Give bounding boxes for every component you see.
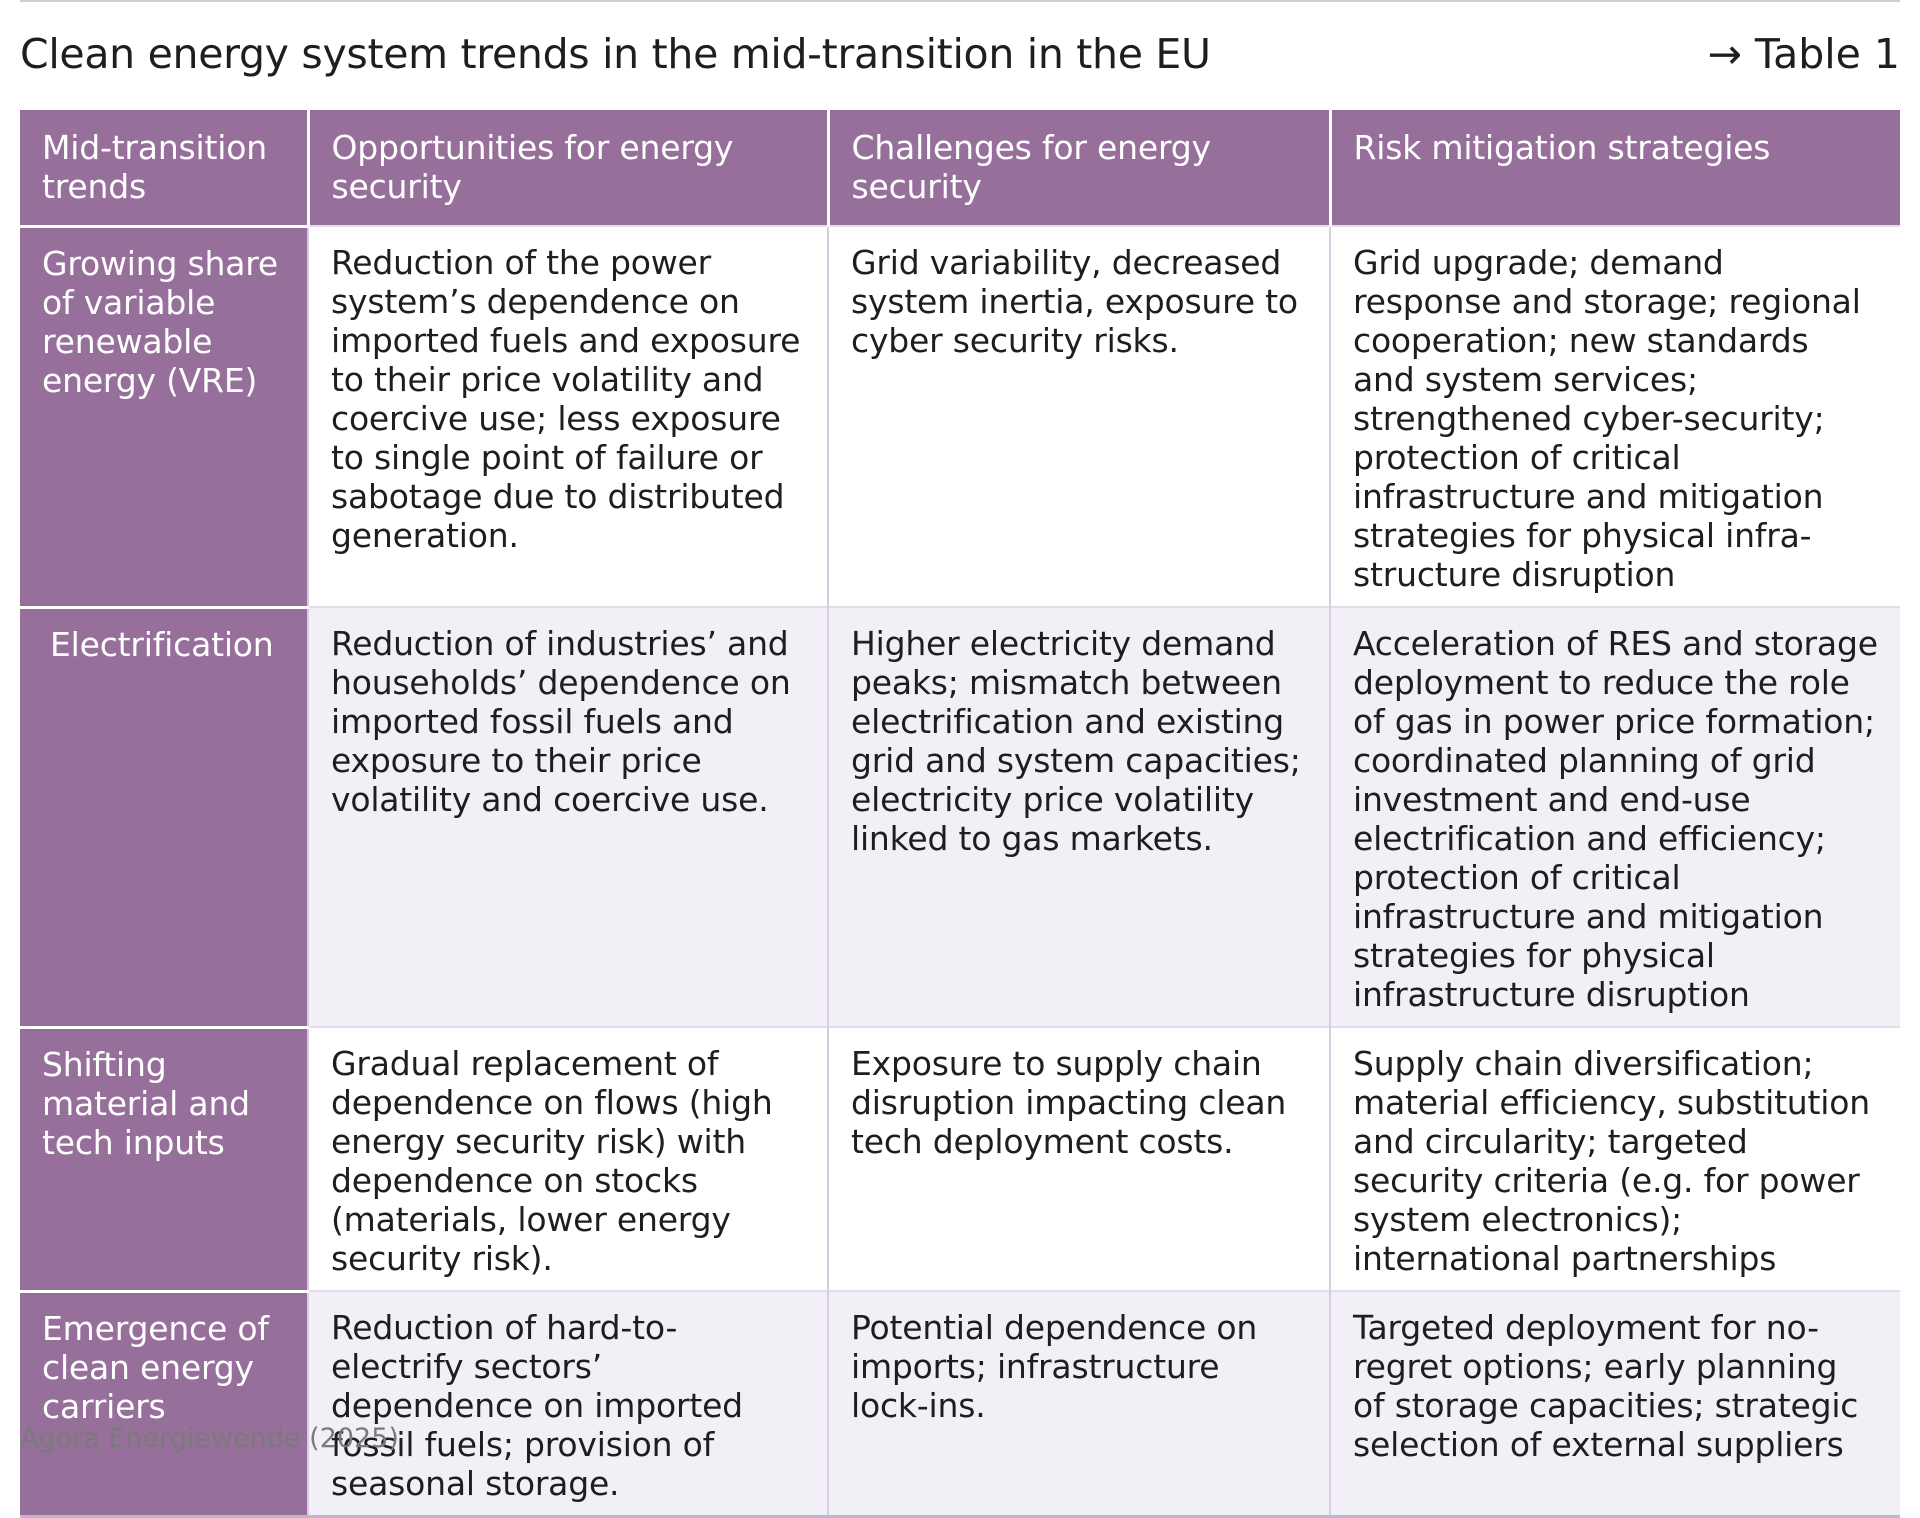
table-header-row (20, 110, 1900, 226)
row-header-trend: Growing share of variable renewable energy (VRE) (20, 226, 308, 607)
row-header-trend: Shifting material and tech inputs (20, 1027, 308, 1291)
cell-mitigation: Targeted deployment for no-regret options; early planning of storage capacities; strategic selection of external suppliers (1330, 1291, 1900, 1517)
column-header-mitigation: Risk mitigation strategies (1330, 110, 1900, 226)
source-note: Agora Energiewende (2025) (20, 1423, 399, 1454)
cell-mitigation: Grid upgrade; demand response and storage; regional cooperation; new standards and system services; strengthened cyber-security; protection of critical infrastructure and mitigation strategies for physical infra-structure disruption (1330, 226, 1900, 607)
row-header-trend: Emergence of clean energy carriers (20, 1291, 308, 1517)
cell-challenges: Higher electricity demand peaks; mismatch between electrification and existing grid and system capacities; electricity price volatility linked to gas markets. (828, 607, 1330, 1027)
cell-opportunities: Reduction of the power system’s dependence on imported fuels and exposure to their price volatility and coercive use; less exposure to single point of failure or sabotage due to distributed generation. (308, 226, 828, 607)
column-header-opportunities: Opportunities for energy security (308, 110, 828, 226)
title-row (20, 26, 1900, 82)
cell-challenges: Grid variability, decreased system inertia, exposure to cyber security risks. (828, 226, 1330, 607)
cell-challenges: Potential dependence on imports; infrastructure lock-ins. (828, 1291, 1330, 1517)
top-rule (20, 0, 1900, 2)
table-row (20, 1291, 1900, 1517)
column-header-challenges: Challenges for energy security (828, 110, 1330, 226)
table-row (20, 1027, 1900, 1291)
cell-mitigation: Supply chain diversification; material efficiency, substitution and circularity; targeted security criteria (e.g. for power system electronics); international partnerships (1330, 1027, 1900, 1291)
cell-opportunities: Reduction of hard-to-electrify sectors’ dependence on imported fossil fuels; provision of seasonal storage. (308, 1291, 828, 1517)
table-row (20, 607, 1900, 1027)
cell-challenges: Exposure to supply chain disruption impacting clean tech deployment costs. (828, 1027, 1330, 1291)
cell-mitigation: Acceleration of RES and storage deployment to reduce the role of gas in power price formation; coordinated planning of grid investment and end-use electrification and efficiency; protection of critical infrastructure and mitigation strategies for physical infrastructure disruption (1330, 607, 1900, 1027)
cell-opportunities: Reduction of industries’ and households’ dependence on imported fossil fuels and exposure to their price volatility and coercive use. (308, 607, 828, 1027)
table-row (20, 226, 1900, 607)
column-header-trends: Mid-transition trends (20, 110, 308, 226)
page-title: Clean energy system trends in the mid-transition in the EU (20, 30, 1211, 78)
table-reference: → Table 1 (1707, 30, 1900, 78)
trends-table (20, 110, 1900, 1518)
cell-opportunities: Gradual replacement of dependence on flows (high energy security risk) with dependence on stocks (materials, lower energy security risk). (308, 1027, 828, 1291)
row-header-trend: Electrification (20, 607, 308, 1027)
